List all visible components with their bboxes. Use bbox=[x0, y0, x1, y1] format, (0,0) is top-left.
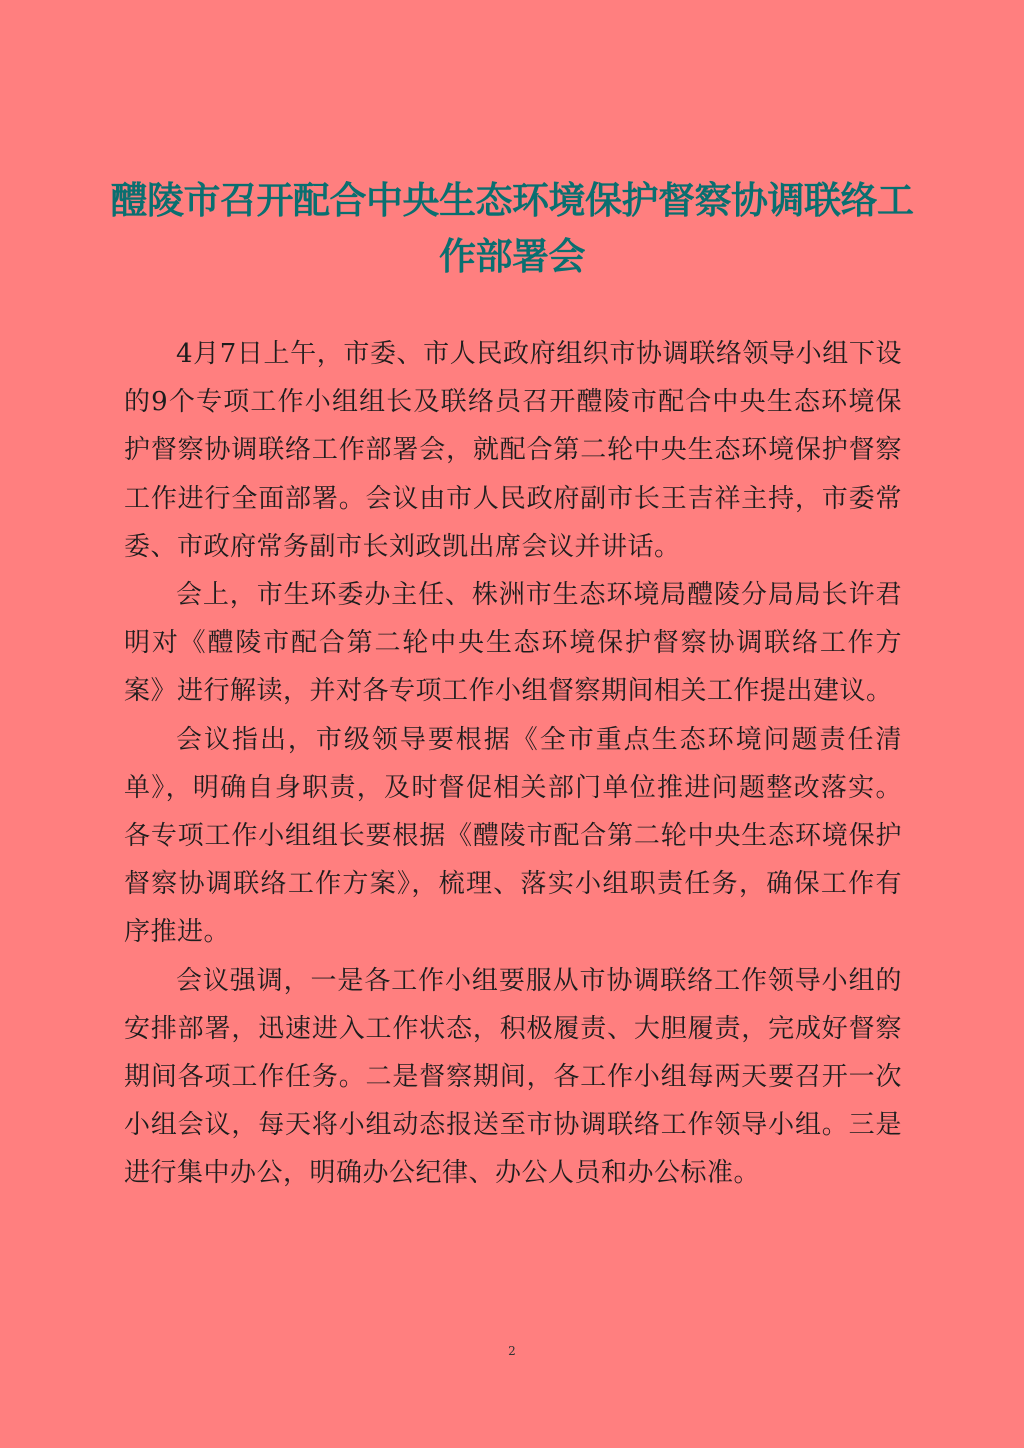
paragraph-4: 会议强调，一是各工作小组要服从市协调联络工作领导小组的安排部署，迅速进入工作状态，积极履责、大胆履责，完成好督察期间各项工作任务。二是督察期间，各工作小组每两天要召开一次小组会议，每天将小组动态报送至市协调联络工作领导小组。三是进行集中办公，明确办公纪律、办公人员和办公标准。 bbox=[124, 965, 902, 1189]
document-title: 醴陵市召开配合中央生态环境保护督察协调联络工作部署会 bbox=[110, 178, 914, 278]
page-number: 2 bbox=[508, 1344, 516, 1358]
paragraph-3: 会议指出，市级领导要根据《全市重点生态环境问题责任清单》，明确自身职责，及时督促相关部门单位推进问题整改落实。各专项工作小组组长要根据《醴陵市配合第二轮中央生态环境保护督察协调联络工作方案》，梳理、落实小组职责任务，确保工作有序推进。 bbox=[124, 724, 902, 948]
paragraph-2: 会上，市生环委办主任、株洲市生态环境局醴陵分局局长许君明对《醴陵市配合第二轮中央生态环境保护督察协调联络工作方案》进行解读，并对各专项工作小组督察期间相关工作提出建议。 bbox=[124, 580, 902, 707]
paragraph-1: 4月7日上午，市委、市人民政府组织市协调联络领导小组下设的9个专项工作小组组长及联络员召开醴陵市配合中央生态环境保护督察协调联络工作部署会，就配合第二轮中央生态环境保护督察工作进行全面部署。会议由市人民政府副市长王吉祥主持，市委常委、市政府常务副市长刘政凯出席会议并讲话。 bbox=[124, 339, 902, 562]
document-body bbox=[124, 330, 902, 1198]
